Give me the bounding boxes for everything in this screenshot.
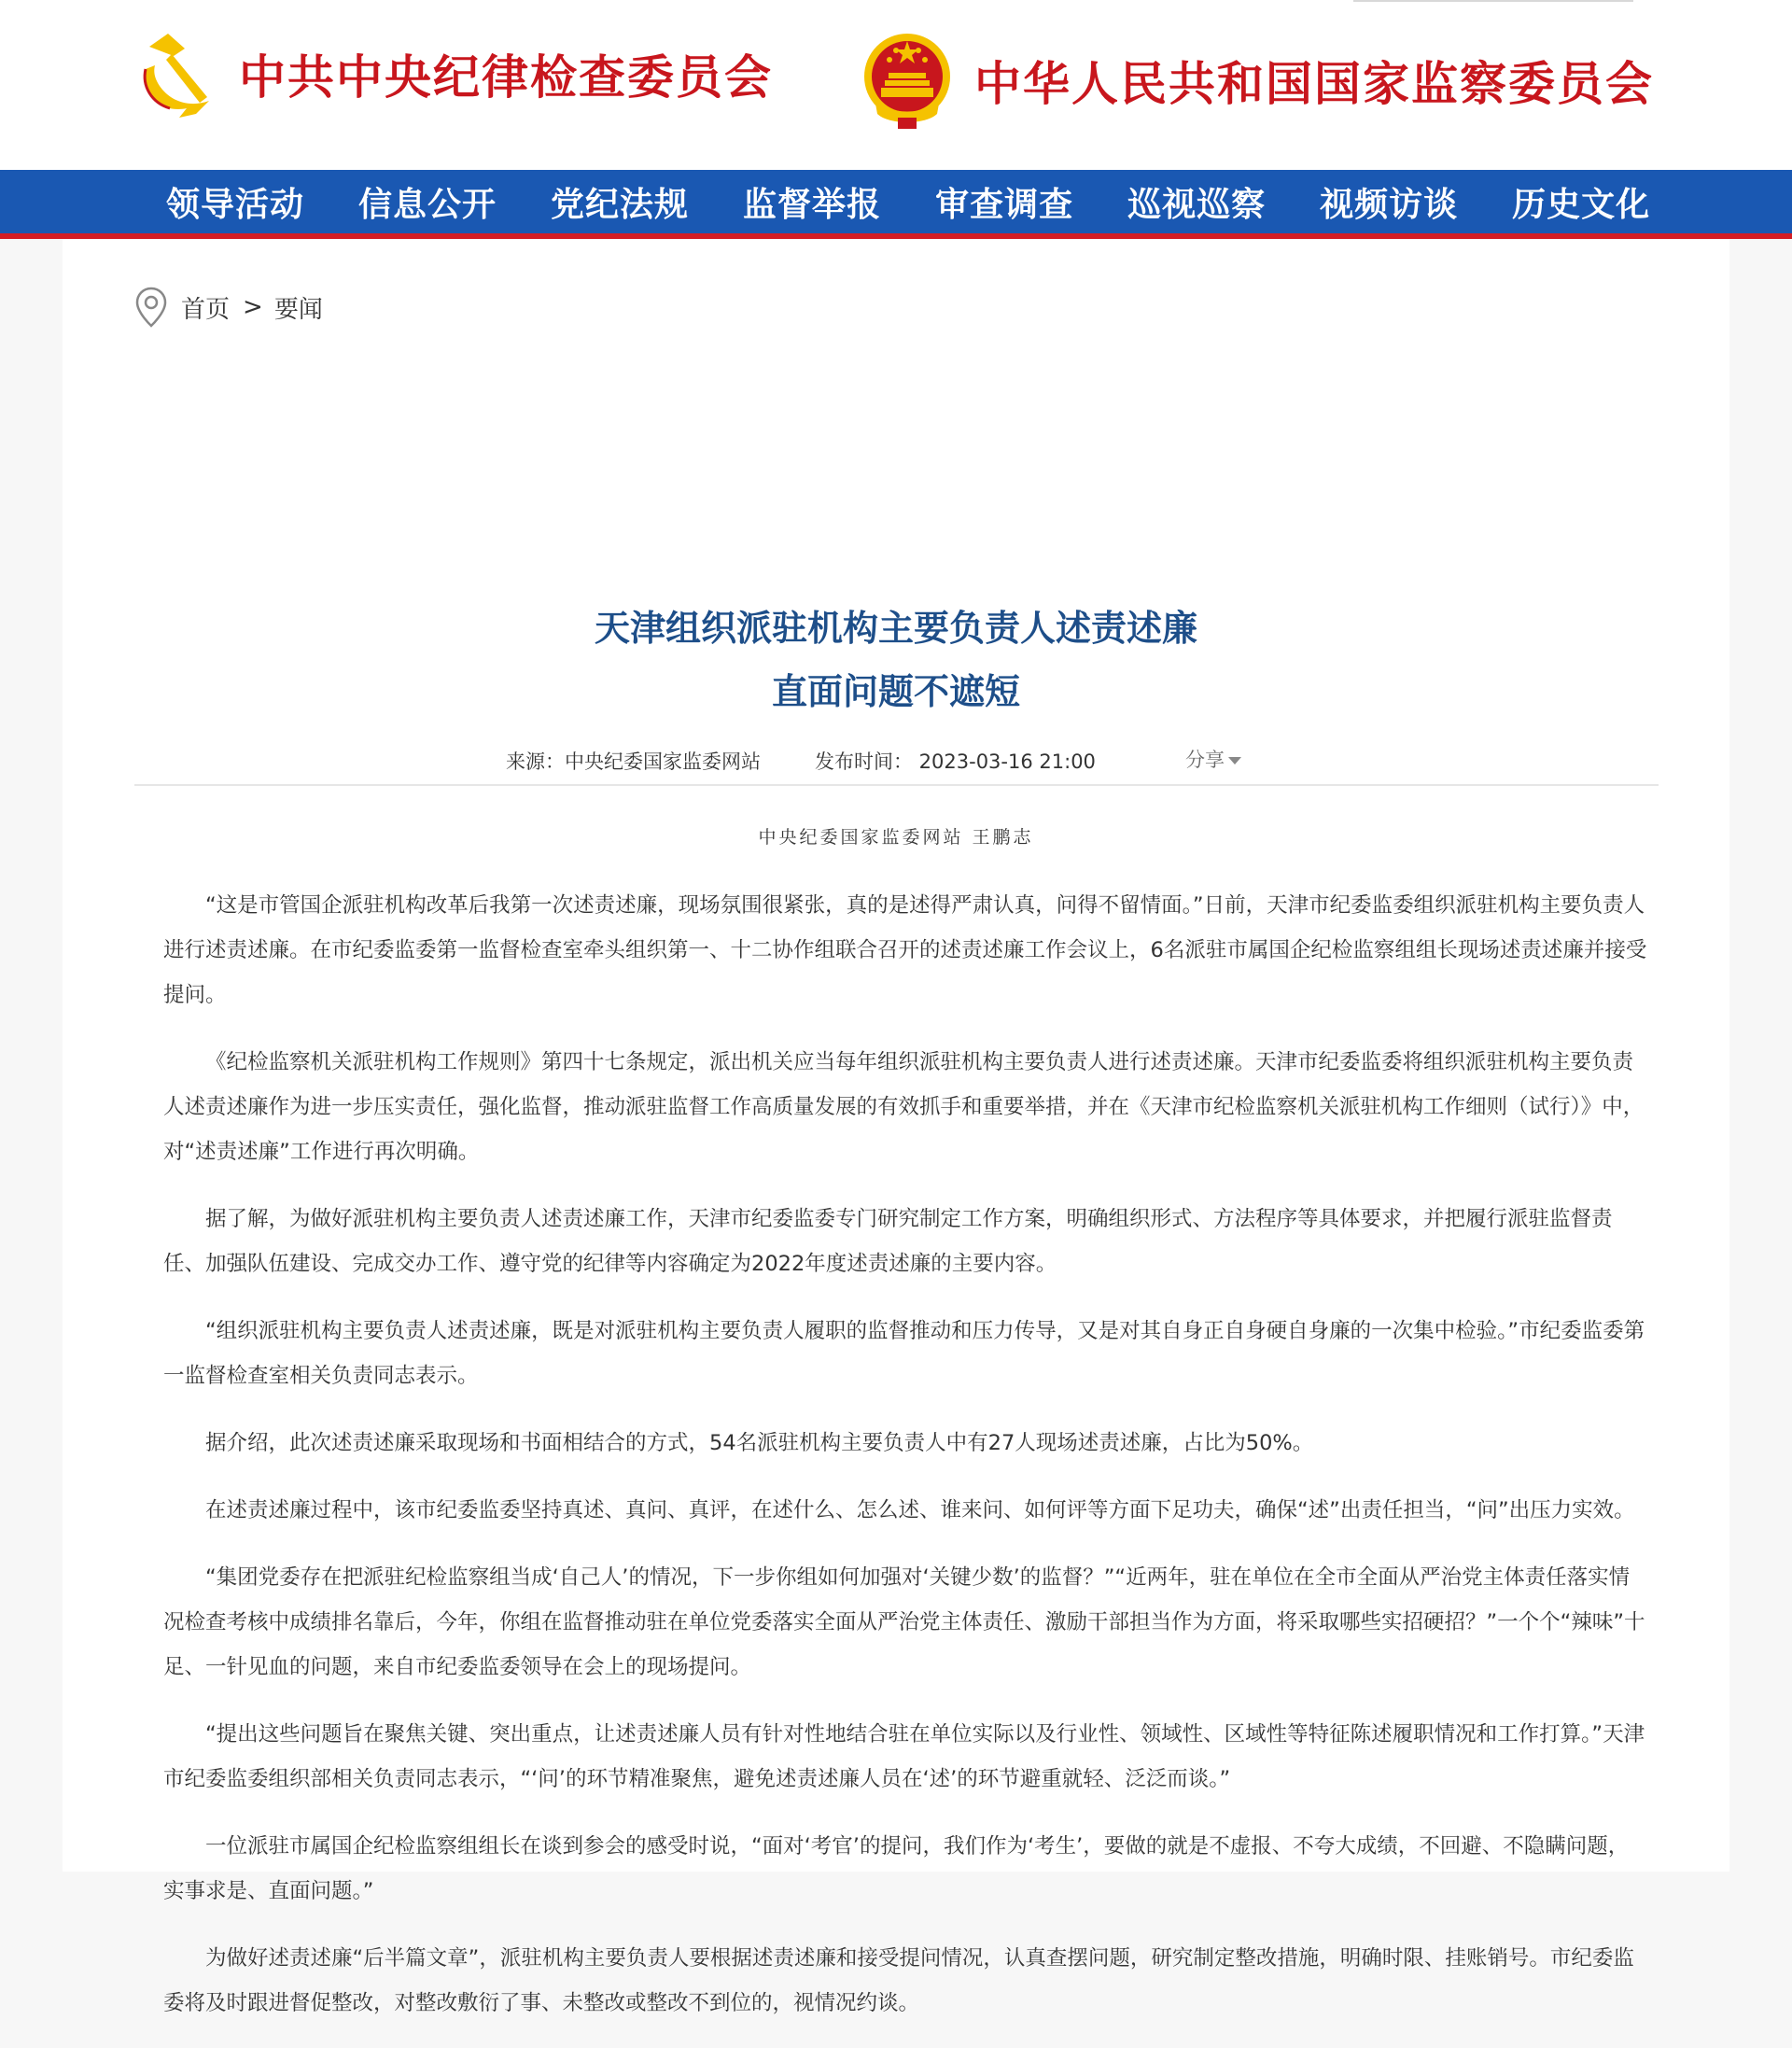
article-title-line-1: 天津组织派驻机构主要负责人述责述廉 <box>594 608 1197 649</box>
caret-down-icon <box>1228 757 1241 764</box>
nav-item-video[interactable]: 视频访谈 <box>1320 184 1459 224</box>
top-search-strip <box>1353 0 1633 2</box>
breadcrumb <box>134 286 323 329</box>
breadcrumb-current-link[interactable]: 要闻 <box>273 295 323 324</box>
article-paragraph: “集团党委存在把派驻纪检监察组当成‘自己人’的情况，下一步你组如何加强对‘关键少数’的监督？”“近两年，驻在单位在全市全面从严治党主体责任落实情况检查考核中成绩排名靠后，今年，你组在监督推动驻在单位党委落实全面从严治党主体责任、激励干部担当作为方面，将采取哪些实招硬招？”一个个“辣味”十足、一针见血的问题，来自市纪委监委领导在会上的现场提问。 <box>163 1565 1645 1679</box>
breadcrumb-home-link[interactable]: 首页 <box>181 295 231 324</box>
article-source: 来源：中央纪委国家监委网站 <box>506 750 761 773</box>
ccdi-logo-link[interactable] <box>129 28 773 119</box>
ccdi-title: 中共中央纪律检查委员会 <box>239 49 773 105</box>
share-label: 分享 <box>1185 749 1225 771</box>
article-container <box>63 239 1729 2015</box>
hammer-sickle-icon <box>129 28 218 119</box>
nav-item-history[interactable]: 历史文化 <box>1512 184 1651 224</box>
article-paragraph: 在述责述廉过程中，该市纪委监委坚持真述、真问、真评，在述什么、怎么述、谁来问、如何评等方面下足功夫，确保“述”出责任担当，“问”出压力实效。 <box>205 1498 1635 1522</box>
article-title-line-2: 直面问题不遮短 <box>771 671 1020 712</box>
article-paragraph: 为做好述责述廉“后半篇文章”，派驻机构主要负责人要根据述责述廉和接受提问情况，认真查摆问题，研究制定整改措施，明确时限、挂账销号。市纪委监委将及时跟进督促整改，对整改敷衍了事、未整改或整改不到位的，视情况约谈。 <box>163 1946 1634 2015</box>
share-button[interactable] <box>1185 745 1241 773</box>
main-nav <box>0 170 1792 239</box>
location-pin-icon <box>134 286 168 329</box>
article-paragraph: 一位派驻市属国企纪检监察组组长在谈到参会的感受时说，“面对‘考官’的提问，我们作为‘考生’，要做的就是不虚报、不夸大成绩，不回避、不隐瞒问题，实事求是、直面问题。” <box>163 1834 1630 1903</box>
article-paragraph: “这是市管国企派驻机构改革后我第一次述责述廉，现场氛围很紧张，真的是述得严肃认真，问得不留情面。”日前，天津市纪委监委组织派驻机构主要负责人进行述责述廉。在市纪委监委第一监督检查室牵头组织第一、十二协作组联合召开的述责述廉工作会议上，6名派驻市属国企纪检监察组组长现场述责述廉并接受提问。 <box>163 893 1647 1007</box>
national-emblem-icon <box>861 28 954 133</box>
article-paragraph: 据介绍，此次述责述廉采取现场和书面相结合的方式，54名派驻机构主要负责人中有27人现场述责述廉，占比为50%。 <box>205 1431 1314 1455</box>
article-publish-time: 发布时间： 2023-03-16 21:00 <box>815 750 1096 773</box>
article-paragraph: 《纪检监察机关派驻机构工作规则》第四十七条规定，派出机关应当每年组织派驻机构主要负责人进行述责述廉。天津市纪委监委将组织派驻机构主要负责人述责述廉作为进一步压实责任，强化监督，推动派驻监督工作高质量发展的有效抓手和重要举措，并在《天津市纪检监察机关派驻机构工作细则（试行）》中，对“述责述廉”工作进行再次明确。 <box>163 1050 1645 1164</box>
article-paragraph: “提出这些问题旨在聚焦关键、突出重点，让述责述廉人员有针对性地结合驻在单位实际以及行业性、领域性、区域性等特征陈述履职情况和工作打算。”天津市纪委监委组织部相关负责同志表示，“‘问’的环节精准聚焦，避免述责述廉人员在‘述’的环节避重就轻、泛泛而谈。” <box>163 1722 1645 1791</box>
nsc-title: 中华人民共和国国家监察委员会 <box>974 56 1654 111</box>
article-paragraph: 据了解，为做好派驻机构主要负责人述责述廉工作，天津市纪委监委专门研究制定工作方案，明确组织形式、方法程序等具体要求，并把履行派驻监督责任、加强队伍建设、完成交办工作、遵守党的纪律等内容确定为2022年度述责述廉的主要内容。 <box>163 1207 1613 1276</box>
nav-item-leaders[interactable]: 领导活动 <box>166 184 305 224</box>
nav-item-regulations[interactable]: 党纪法规 <box>551 184 690 224</box>
nav-item-info[interactable]: 信息公开 <box>358 184 497 224</box>
nsc-logo-link[interactable] <box>861 28 1654 133</box>
nav-item-inspection[interactable]: 巡视巡察 <box>1127 184 1267 224</box>
article-byline: 中央纪委国家监委网站 王鹏志 <box>758 827 1034 848</box>
nav-item-report[interactable]: 监督举报 <box>743 184 882 224</box>
meta-divider <box>134 784 1659 786</box>
article-paragraph: “组织派驻机构主要负责人述责述廉，既是对派驻机构主要负责人履职的监督推动和压力传导，又是对其自身正自身硬自身廉的一次集中检验。”市纪委监委第一监督检查室相关负责同志表示。 <box>163 1319 1645 1388</box>
breadcrumb-separator: > <box>243 293 263 321</box>
article-title <box>63 596 1729 723</box>
site-header <box>0 0 1792 170</box>
nav-item-investigation[interactable]: 审查调查 <box>935 184 1074 224</box>
article-body <box>163 883 1647 2048</box>
